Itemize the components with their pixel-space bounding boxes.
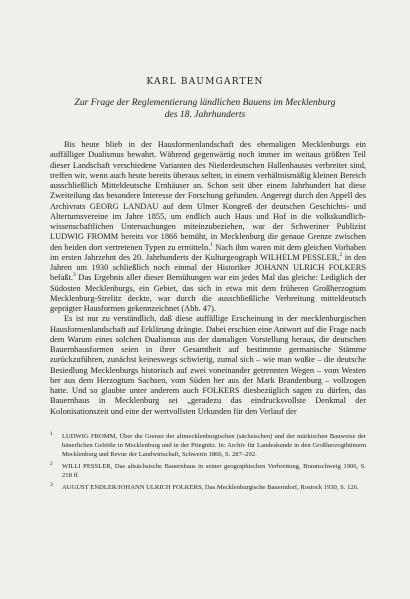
title-line-2: des 18. Jahrhunderts (164, 109, 246, 120)
paragraph-1 (50, 140, 366, 314)
footnote-number: 3 (50, 481, 53, 488)
footnote-text: WILLI PESSLER, Das altsächsische Bauernhaus in seiner geographischen Verbreitung, Braunschweig 1906, S. 218 ff. (62, 463, 366, 480)
author-name: KARL BAUMGARTEN (146, 77, 264, 87)
article-title (0, 97, 410, 121)
paragraph-1-rest-2: in den Jahren um 1930 schließlich noch einmal der Historiker JOHANN ULRICH FOLKERS befaßt. (50, 252, 367, 283)
body-text (50, 140, 366, 417)
title-line-1: Zur Frage der Reglementierung ländlichen Bauens im Mecklenburg (74, 97, 336, 108)
footnote-ref-3: 3 (73, 272, 76, 279)
footnotes (50, 432, 366, 495)
footnote-3 (50, 483, 366, 492)
footnote-2 (50, 462, 366, 480)
footnote-text: AUGUST ENDLER/JOHANN ULRICH FOLKERS, Das Mecklenburgische Bauerndorf, Rostock 1930, S. 126. (62, 484, 359, 492)
paragraph-1-text: Bis heute blieb in der Hausformenlandschaft des ehemaligen Mecklenburgs ein auffälliger Dualismus bewahrt. Während gegenwärtig noch immer im weitaus größten Teil dieser Landschaft verschiedene Varianten des Niederdeutschen Hallenhauses verbreitet sind, treffen wir, wenn auch heute bereits überaus selten, in einem verhältnismäßig kleinen Bereich ausschließlich Mitteldeutsche Ernhäuser an. Schon seit über einem Jahrhundert hat diese Zweiteilung das besondere Interesse der Forschung gefunden. Angeregt durch den Appell des Archivrats GEORG LANDAU auf dem Ulmer Kongreß der deutschen Geschichts- und Altertumsvereine im Jahre 1855, um endlich auch Haus und Hof in die volkskundlich-wissenschaftlichen Untersuchungen miteinzubeziehen, war der Schweriner Publizist LUDWIG FROMM bereits vor 1866 bemüht, in Mecklenburg die genaue Grenze zwischen den beiden dort vertretenen Typen zu ermitteln. (50, 140, 366, 252)
paragraph-1-rest: Nach ihm waren mit dem gleichen Vorhaben im ersten Jahrzehnt des 20. Jahrhunderts der Kulturgeograph WILHELM PESSLER, (50, 242, 366, 262)
paragraph-2: Es ist nur zu verständlich, daß diese auffällige Erscheinung in der mecklenburgischen Hausformenlandschaft auf Erklärung drängte. Dabei erschien eine Antwort auf die Frage nach dem Warum eines solchen Dualismus aus der damaligen Vorstellung heraus, die deutschen Bauernhausformen seien in ihrer Gesamtheit auf bestimmte germanische Stämme zurückzuführen, zunächst keineswegs schwierig, zumal sich – wie man wußte – die deutsche Besiedlung Mecklenburgs historisch auf zwei voneinander getrennten Wegen – vom Westen her aus dem Herzogtum Sachsen, vom Süden her aus der Mark Brandenburg – vollzogen hatte. Und so glaubte unter anderem auch FOLKERS diesbezüglich sagen zu dürfen, das Bauernhaus in Mecklenburg sei „geradezu das eindrucksvollste Denkmal der Kolonisationszeit und eine der wertvollsten Urkunden für den Verlauf der (50, 314, 366, 416)
footnote-number: 1 (50, 430, 53, 437)
footnote-ref-2: 2 (339, 251, 343, 258)
footnote-ref-1: 1 (210, 241, 213, 248)
footnote-text: LUDWIG FROMM, Über die Grenze der altmecklenburgischen (sächsischen) und der märkischen Bauweise der bäuerlichen Gehöfte in Mecklenburg und in der Priegnitz. In: Archiv für Landeskunde in den Großherzogthümern Mecklenburg und Revue der Landwirtschaft, Schwerin 1866, S. 287–292. (62, 433, 366, 459)
footnote-1 (50, 432, 366, 460)
paragraph-1-rest-3: Das Ergebnis aller dieser Bemühungen war ein jedes Mal das gleiche: Lediglich der Südosten Mecklenburgs, ein Gebiet, das sich in etwa mit dem früheren Großherzogtum Mecklenburg-Strelitz deckte, war durch die ausschließliche Verbreitung mitteldeutsch geprägter Hausformen gekennzeichnet (Abb. 47). (50, 273, 366, 313)
footnote-number: 2 (50, 460, 53, 467)
